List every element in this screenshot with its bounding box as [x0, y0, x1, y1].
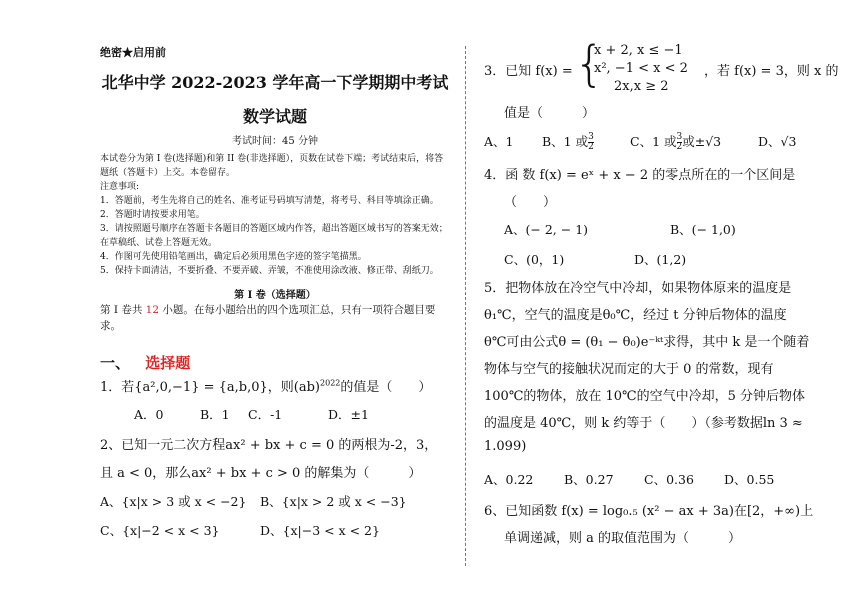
notice-item: 2．答题时请按要求用笔。: [100, 210, 205, 220]
fraction-numerator: 3: [676, 132, 683, 142]
part1-question-count: 12: [145, 304, 160, 316]
part1-desc-before: 第 I 卷共: [100, 304, 146, 316]
q4-option-b: B、(− 1,0): [670, 222, 736, 237]
exam-time: 考试时间：45 分钟: [232, 136, 318, 147]
question-5-line: θ₁℃，空气的温度是θ₀℃，经过 t 分钟后物体的温度: [484, 308, 787, 323]
q3-option-a: A、1: [484, 134, 514, 149]
q4-option-a: A、(− 2, − 1): [504, 222, 589, 237]
q4-option-d: D、(1,2): [634, 252, 687, 267]
question-5-line: 1.099): [484, 439, 527, 454]
q2-option-d: D、{x|−3 < x < 2}: [260, 523, 380, 538]
notice-title: 注意事项:: [100, 182, 140, 192]
question-5-line: 5．把物体放在冷空气中冷却，如果物体原来的温度是: [484, 281, 792, 296]
question-3-line2: 值是（ ）: [504, 106, 596, 121]
fraction-denominator: 2: [588, 142, 594, 152]
part1-title: 第 I 卷（选择题）: [234, 290, 316, 301]
subject-title: 数学试题: [242, 107, 307, 126]
fraction-three-halves: [588, 133, 594, 152]
q3-option-b-text: B、1 或: [542, 134, 589, 149]
section-name: 选择题: [145, 354, 191, 372]
question-5-line: 的温度是 40℃，则 k 约等于（ ）（参考数据ln 3 ≈: [484, 416, 803, 431]
q3-option-d: D、√3: [758, 134, 797, 149]
fraction-denominator: 2: [676, 142, 683, 152]
q1-option-d: D．±1: [328, 407, 369, 422]
question-3-prefix: 3．已知 f(x) =: [484, 64, 573, 79]
q3-option-c-text: C、1 或: [630, 134, 677, 149]
question-1-stem: [100, 376, 431, 395]
q2-option-b: B、{x|x > 2 或 x < −3}: [260, 494, 407, 509]
notice-item: 1．答题前，考生先将自己的姓名、准考证号码填写清楚，将考号、科目等填涂正确。: [100, 196, 439, 206]
question-4-line2: （ ）: [504, 195, 557, 210]
q1-exponent: 2022: [320, 378, 341, 388]
notice-item: 5．保持卡面清洁，不要折叠、不要弄破、弄皱，不准使用涂改液、修正带、刮纸刀。: [100, 266, 439, 276]
piecewise-case: 2x,x ≥ 2: [614, 79, 669, 94]
question-2-line2: 且 a < 0，那么ax² + bx + c > 0 的解集为（ ）: [100, 466, 422, 481]
q1-option-a: A．0: [134, 407, 164, 422]
q2-option-a: A、{x|x > 3 或 x < −2}: [100, 494, 247, 509]
q3-option-c: [630, 132, 721, 152]
q1-stem-part: 1．若{: [100, 380, 143, 395]
q1-option-b: B．1: [200, 407, 230, 422]
exam-title: 北华中学 2022-2023 学年高一下学期期中考试: [101, 73, 449, 92]
q1-stem-part: 的值是（ ）: [340, 380, 432, 395]
intro-text: 本试卷分为第 I 卷(选择题)和第 II 卷(非选择题），页数在试卷下端；考试结束后，将答题纸（答题卡）上交。本卷留存。: [100, 154, 444, 178]
q3-option-b: [542, 132, 594, 152]
question-5-line: θ℃可由公式θ = (θ₁ − θ₀)e⁻ᵏᵗ求得，其中 k 是一个随着: [484, 335, 810, 350]
question-5-line: 100℃的物体，放在 10℃的空气中冷却，5 分钟后物体: [484, 389, 805, 404]
section-number: 一、: [100, 354, 131, 372]
section-heading: [100, 352, 190, 373]
question-6-line1: 6、已知函数 f(x) = log₀.₅ (x² − ax + 3a)在[2，+∞)上: [484, 504, 814, 519]
q5-option-c: C、0.36: [644, 472, 694, 487]
question-3-suffix: ，若 f(x) = 3，则 x 的: [704, 64, 839, 79]
piecewise-case: x², −1 < x < 2: [594, 61, 688, 76]
piecewise-case: x + 2, x ≤ −1: [594, 43, 683, 58]
q1-stem-part: a²,0,−1} = {a,b,0}，则(ab): [142, 380, 321, 395]
notice-item: 3．请按照题号顺序在答题卡各题目的答题区域内作答，超出答题区域书写的答案无效；在草稿纸、试卷上答题无效。: [100, 224, 448, 248]
q5-option-a: A、0.22: [484, 472, 534, 487]
question-6-line2: 单调递减，则 a 的取值范围为（ ）: [504, 531, 742, 546]
q3-option-c-tail: 或±√3: [682, 134, 722, 149]
part1-desc-after: 小题。在每小题给出的四个选项汇总，只有一项符合题目要求。: [100, 304, 436, 332]
column-divider: [465, 46, 466, 566]
notice-item: 4．作图可先使用铅笔画出，确定后必须用黑色字迹的签字笔描黑。: [100, 252, 367, 262]
piecewise-brace: {: [574, 36, 605, 92]
q4-option-c: C、(0，1): [504, 252, 565, 267]
question-4-line1: 4．函 数 f(x) = eˣ + x − 2 的零点所在的一个区间是: [484, 168, 796, 183]
fraction-numerator: 3: [588, 132, 594, 142]
part1-description: [100, 302, 450, 334]
question-5-line: 物体与空气的接触状况而定的大于 0 的常数，现有: [484, 362, 774, 377]
question-2-line1: 2、已知一元二次方程ax² + bx + c = 0 的两根为-2，3，: [100, 438, 438, 453]
q5-option-b: B、0.27: [564, 472, 614, 487]
confidential-label: 绝密★启用前: [100, 46, 166, 59]
q2-option-c: C、{x|−2 < x < 3}: [100, 523, 220, 538]
q5-option-d: D、0.55: [724, 472, 775, 487]
q1-option-c: C．-1: [248, 407, 283, 422]
